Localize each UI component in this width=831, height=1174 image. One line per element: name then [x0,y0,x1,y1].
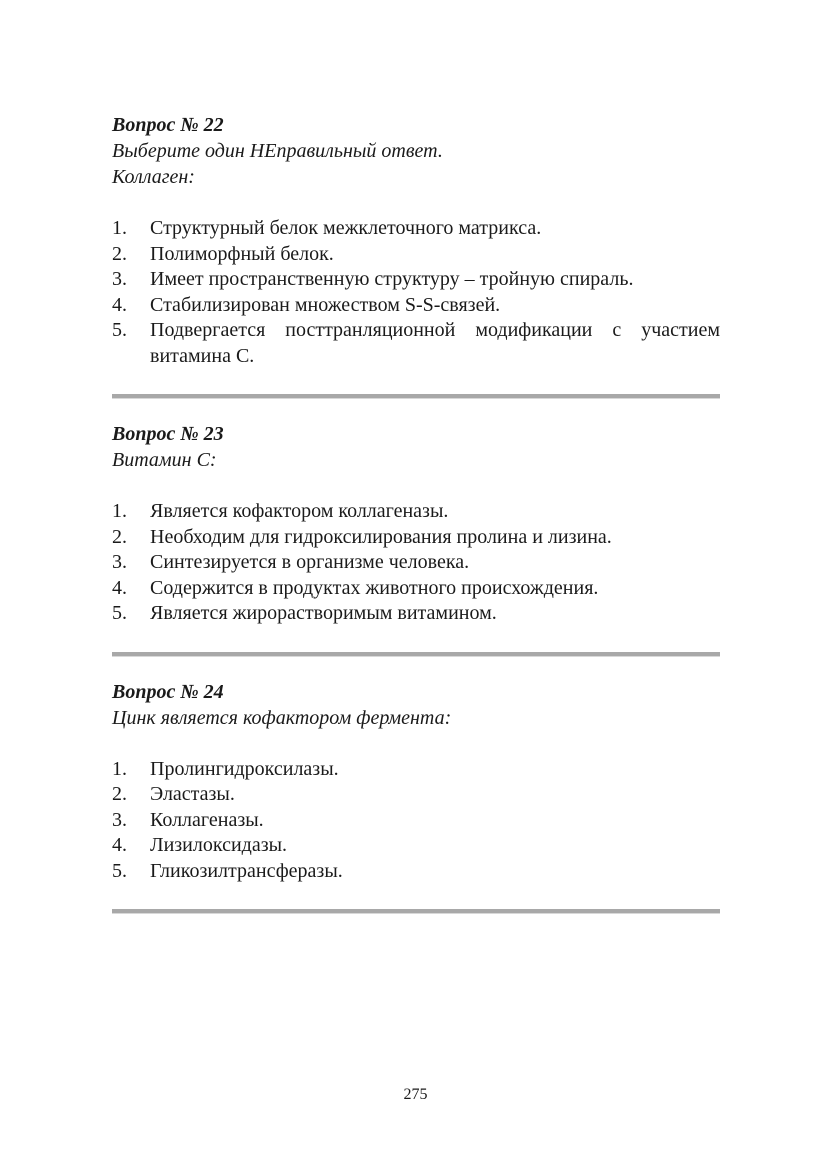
option-text: Содержится в продуктах животного происхождения. [150,576,599,599]
option-number: 1. [112,757,127,780]
answer-option [112,267,720,293]
answer-options [112,216,720,369]
answer-option [112,216,720,242]
answer-option [112,859,720,885]
option-text: Является жирорастворимым витамином. [150,602,497,624]
option-number: 2. [112,525,127,548]
answer-option [112,576,720,602]
question-prompt: Цинк является кофактором фермента: [112,706,452,729]
option-number: 3. [112,268,127,290]
question-title: Вопрос № 22 [112,114,224,136]
option-text: Эластазы. [150,783,235,805]
answer-option [112,757,720,783]
option-number: 1. [112,217,127,239]
answer-option [112,808,720,834]
option-text: Необходим для гидроксилирования пролина и лизина. [150,525,612,548]
question-22 [112,112,720,369]
answer-option [112,293,720,319]
option-text: Полиморфный белок. [150,242,334,265]
answer-option [112,318,720,369]
section-divider [112,652,720,657]
option-number: 4. [112,834,127,856]
option-text: Синтезируется в организме человека. [150,551,470,573]
document-page [112,112,720,936]
option-number: 3. [112,808,127,831]
answer-options [112,499,720,627]
option-number: 5. [112,859,127,882]
answer-option [112,550,720,576]
option-text: Коллагеназы. [150,808,264,831]
answer-option [112,525,720,551]
answer-option [112,499,720,525]
answer-options [112,757,720,885]
answer-option [112,782,720,808]
option-number: 4. [112,576,127,599]
option-text: Гликозилтрансферазы. [150,859,343,882]
option-number: 2. [112,242,127,265]
question-prompt: Витамин С: [112,449,217,471]
question-prompt: Коллаген: [112,166,195,188]
option-number: 4. [112,293,127,316]
option-text: Подвергается посттранляционной модификации с участием витамина С. [150,319,720,367]
question-title: Вопрос № 24 [112,680,224,703]
option-number: 5. [112,602,127,624]
option-number: 3. [112,551,127,573]
option-text: Структурный белок межклеточного матрикса. [150,217,542,239]
option-number: 1. [112,500,127,522]
option-text: Пролингидроксилазы. [150,757,339,780]
option-text: Имеет пространственную структуру – тройную спираль. [150,268,634,290]
option-text: Лизилоксидазы. [150,834,288,856]
answer-option [112,833,720,859]
question-23 [112,421,720,627]
question-title: Вопрос № 23 [112,423,224,445]
question-24 [112,679,720,885]
section-divider [112,909,720,914]
option-number: 2. [112,783,127,805]
answer-option [112,601,720,627]
option-text: Является кофактором коллагеназы. [150,500,449,522]
question-instruction: Выберите один НЕправильный ответ. [112,140,443,162]
option-number: 5. [112,319,127,341]
option-text: Стабилизирован множеством S-S-связей. [150,293,501,316]
answer-option [112,242,720,268]
section-divider [112,394,720,399]
page-number: 275 [403,1086,428,1103]
